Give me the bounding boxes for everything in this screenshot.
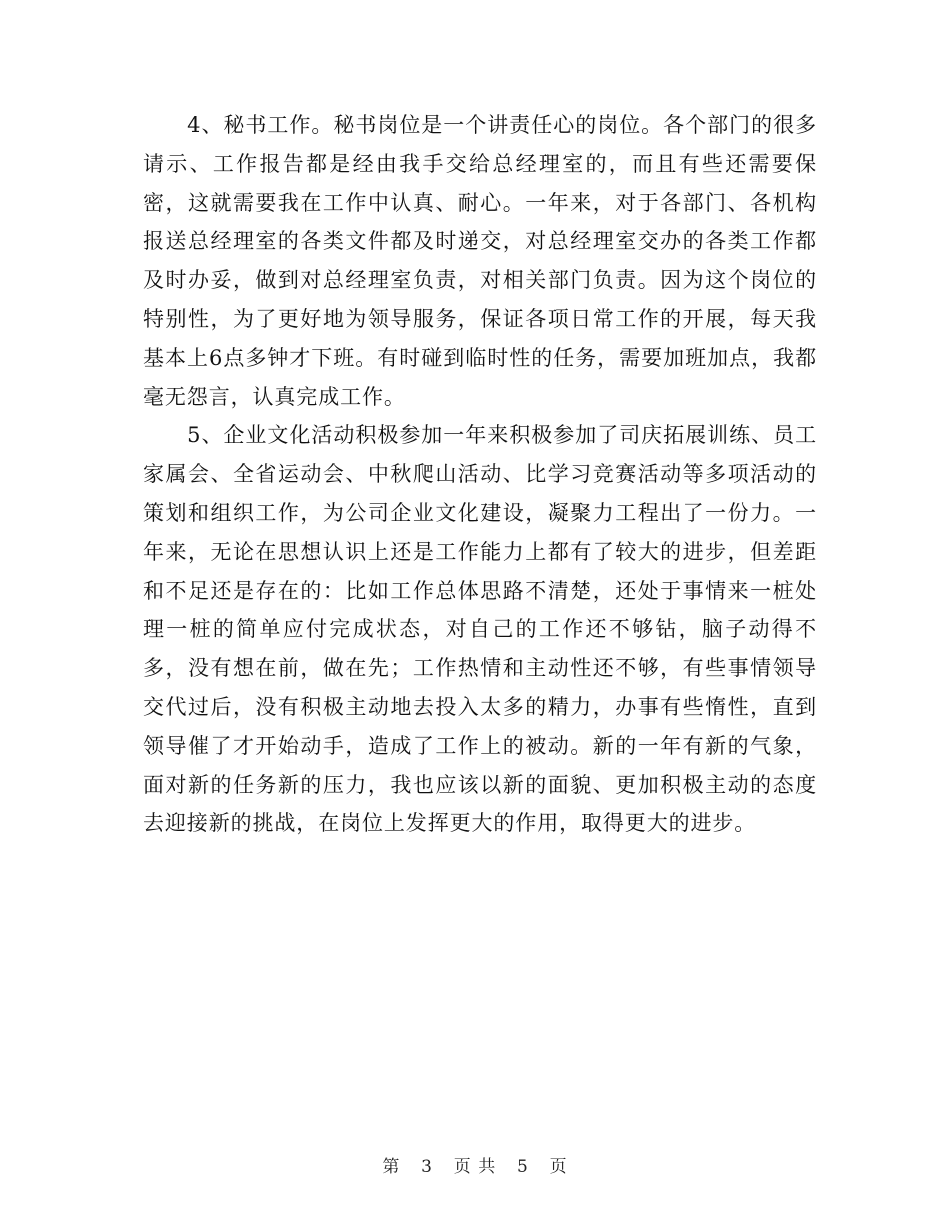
page-footer — [0, 1152, 950, 1177]
page-current-number: 3 — [421, 1157, 433, 1177]
page-prefix: 第 — [382, 1157, 401, 1177]
document-body — [143, 106, 817, 843]
paragraph-secretary-work: 4、秘书工作。秘书岗位是一个讲责任心的岗位。各个部门的很多请示、工作报告都是经由我手交给总经理室的，而且有些还需要保密，这就需要我在工作中认真、耐心。一年来，对于各部门、各机构报送总经理室的各类文件都及时递交，对总经理室交办的各类工作都及时办妥，做到对总经理室负责，对相关部门负责。因为这个岗位的特别性，为了更好地为领导服务，保证各项日常工作的开展，每天我基本上6点多钟才下班。有时碰到临时性的任务，需要加班加点，我都毫无怨言，认真完成工作。 — [143, 113, 817, 409]
paragraph-corporate-culture: 5、企业文化活动积极参加一年来积极参加了司庆拓展训练、员工家属会、全省运动会、中秋爬山活动、比学习竞赛活动等多项活动的策划和组织工作，为公司企业文化建设，凝聚力工程出了一份力。一年来，无论在思想认识上还是工作能力上都有了较大的进步，但差距和不足还是存在的：比如工作总体思路不清楚，还处于事情来一桩处理一桩的简单应付完成状态，对自己的工作还不够钻，脑子动得不多，没有想在前，做在先；工作热情和主动性还不够，有些事情领导交代过后，没有积极主动地去投入太多的精力，办事有些惰性，直到领导催了才开始动手，造成了工作上的被动。新的一年有新的气象，面对新的任务新的压力，我也应该以新的面貌、更加积极主动的态度去迎接新的挑战，在岗位上发挥更大的作用，取得更大的进步。 — [143, 423, 817, 836]
page-suffix: 页 — [549, 1157, 568, 1177]
page-mid-text: 页 共 — [453, 1157, 497, 1177]
page-total-number: 5 — [517, 1157, 529, 1177]
